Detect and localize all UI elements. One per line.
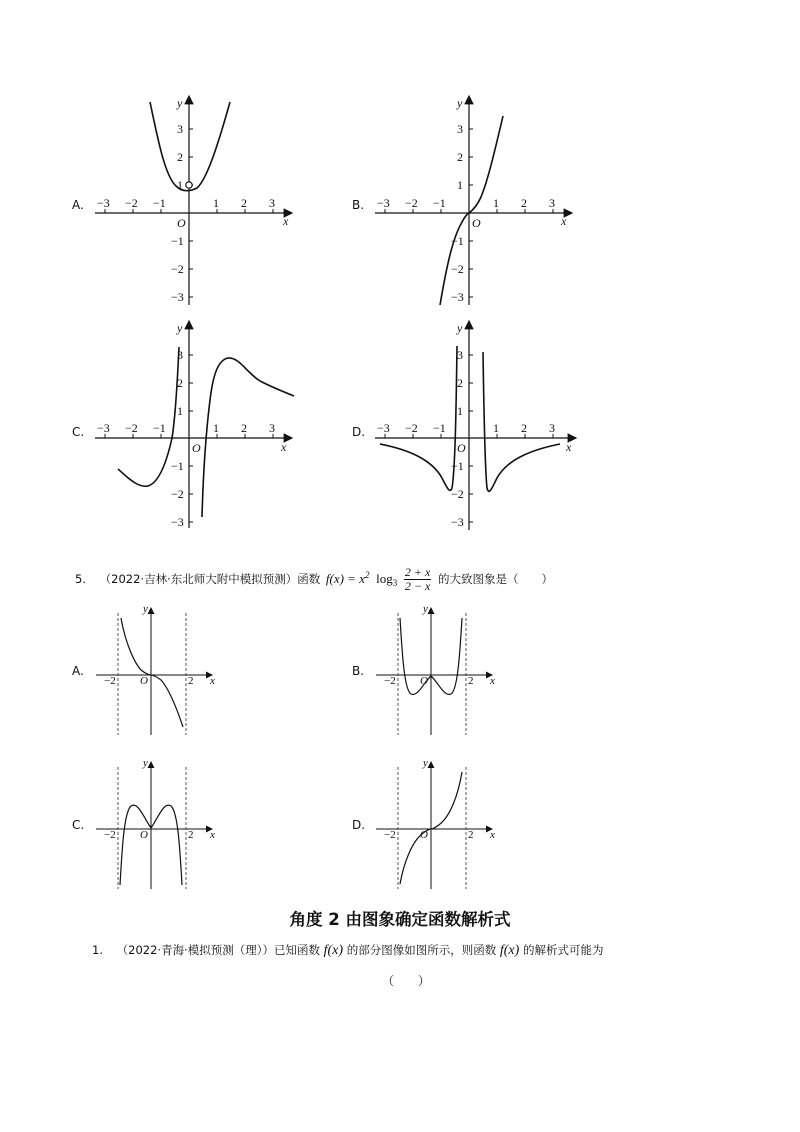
q5-b-xlabel: x [490, 675, 495, 687]
q5-graphs [0, 590, 800, 900]
q5-fraction [404, 566, 431, 593]
q4-c-tick-x5: 2 [241, 421, 247, 435]
q5-b-origin: O [420, 675, 428, 687]
q4-d-tick-x3: −1 [433, 421, 446, 435]
q5-a-pos: 2 [188, 675, 194, 687]
q4-c-curve-left [118, 347, 179, 486]
q4-c-tick-x6: 3 [269, 421, 275, 435]
q4-a-tick-y2: 2 [177, 150, 183, 164]
q5-a-curve [121, 618, 183, 727]
q4-a-open-point [186, 182, 192, 188]
q4-a-tick-x1: −3 [97, 196, 110, 210]
q4-option-b-label: B. [352, 198, 365, 212]
q4-d-tick-x5: 2 [521, 421, 527, 435]
q4-c-tick-y5: −2 [171, 487, 184, 501]
q4-d-tick-x4: 1 [493, 421, 499, 435]
q4-b-tick-x3: −1 [433, 196, 446, 210]
q5-a-ylabel: y [143, 603, 148, 615]
q4-a-tick-x6: 3 [269, 196, 275, 210]
q5-formula-log: log [376, 570, 393, 586]
q4-b-tick-y3: 1 [457, 178, 463, 192]
q5-question [75, 560, 553, 593]
q4-a-xlabel: x [283, 214, 289, 228]
q4-d-xlabel: x [566, 440, 572, 454]
q4-b-tick-x1: −3 [377, 196, 390, 210]
q4-d-tick-y4: −1 [451, 459, 464, 473]
q5-d-neg: −2 [384, 829, 396, 841]
q4-a-tick-y6: −3 [171, 290, 184, 304]
q1-fx-1: f(x) [323, 943, 344, 958]
q4-c-tick-y4: −1 [171, 459, 184, 473]
q4-d-tick-y2: 2 [457, 376, 463, 390]
q1-fx-2: f(x) [499, 943, 520, 958]
q4-option-a-label: A. [72, 198, 84, 212]
q4-b-tick-y5: −2 [451, 262, 464, 276]
q5-b-neg: −2 [384, 675, 396, 687]
q4-d-tick-x2: −2 [405, 421, 418, 435]
q4-a-tick-x4: 1 [213, 196, 219, 210]
q4-d-tick-y6: −3 [451, 515, 464, 529]
q5-d-ylabel: y [423, 757, 428, 769]
q4-c-tick-x1: −3 [97, 421, 110, 435]
q4-a-tick-y1: 3 [177, 122, 183, 136]
q5-d-pos: 2 [468, 829, 474, 841]
q1-number: 1. [92, 943, 103, 957]
q4-b-tick-x2: −2 [405, 196, 418, 210]
q5-c-origin: O [140, 829, 148, 841]
q4-d-tick-y3: 1 [457, 404, 463, 418]
q5-source: （2022·吉林·东北师大附中模拟预测）函数 [99, 571, 321, 586]
q5-formula-base: 3 [392, 578, 398, 589]
q5-number: 5. [75, 571, 86, 586]
q4-b-tick-y2: 2 [457, 150, 463, 164]
q4-c-origin: O [192, 441, 201, 455]
q1-question [92, 937, 603, 963]
q5-d-xlabel: x [490, 829, 495, 841]
q4-b-curve [440, 116, 503, 305]
q5-a-xlabel: x [210, 675, 215, 687]
q5-option-c-label: C. [72, 818, 85, 832]
q4-c-tick-y6: −3 [171, 515, 184, 529]
q4-c-tick-y2: 2 [177, 376, 183, 390]
q5-option-b-label: B. [352, 664, 365, 678]
q4-d-ylabel: y [457, 321, 463, 335]
q4-d-tick-y1: 3 [457, 348, 463, 362]
q4-a-curve [150, 102, 230, 191]
q5-c-pos: 2 [188, 829, 194, 841]
q4-a-tick-y3: 1 [177, 178, 183, 192]
q5-b-ylabel: y [423, 603, 428, 615]
q4-a-tick-x3: −1 [153, 196, 166, 210]
q5-d-origin: O [420, 829, 428, 841]
q4-c-tick-y3: 1 [177, 404, 183, 418]
q4-a-tick-x5: 2 [241, 196, 247, 210]
q4-b-xlabel: x [561, 214, 567, 228]
q4-a-tick-y4: −1 [171, 234, 184, 248]
q5-c-ylabel: y [143, 757, 148, 769]
q4-c-tick-x4: 1 [213, 421, 219, 435]
q4-c-tick-x3: −1 [153, 421, 166, 435]
q1-answer-paren: （ ） [382, 974, 431, 988]
q4-d-tick-y5: −2 [451, 487, 464, 501]
q5-tail: 的大致图象是（ ） [438, 571, 553, 586]
q1-text-a: （2022·青海·模拟预测（理））已知函数 [116, 943, 320, 957]
q1-text-b: 的部分图像如图所示，则函数 [346, 943, 497, 957]
q4-a-tick-y5: −2 [171, 262, 184, 276]
q4-c-xlabel: x [281, 440, 287, 454]
q4-d-origin: O [457, 441, 466, 455]
q4-b-ylabel: y [457, 96, 463, 110]
q4-option-d-label: D. [352, 425, 366, 439]
q4-d-tick-x6: 3 [549, 421, 555, 435]
q5-c-xlabel: x [210, 829, 215, 841]
q4-b-origin: O [472, 216, 481, 230]
q5-frac-num: 2 + x [404, 564, 431, 579]
q5-c-neg: −2 [104, 829, 116, 841]
q4-b-tick-y4: −1 [451, 234, 464, 248]
q4-c-ylabel: y [177, 321, 183, 335]
q1-text-c: 的解析式可能为 [522, 943, 604, 957]
q5-b-pos: 2 [468, 675, 474, 687]
q4-b-tick-y6: −3 [451, 290, 464, 304]
q5-option-a-label: A. [72, 664, 84, 678]
q4-option-c-label: C. [72, 425, 85, 439]
q5-frac-den: 2 − x [404, 578, 431, 593]
q4-a-origin: O [177, 216, 186, 230]
q5-formula-exp: 2 [364, 570, 370, 580]
q4-d-curve-left [380, 346, 457, 490]
q4-b-tick-x4: 1 [493, 196, 499, 210]
q4-graph-a [0, 0, 800, 560]
q4-a-tick-x2: −2 [125, 196, 138, 210]
q4-d-tick-x1: −3 [377, 421, 390, 435]
q4-b-tick-x5: 2 [521, 196, 527, 210]
q5-a-neg: −2 [104, 675, 116, 687]
q4-b-tick-x6: 3 [549, 196, 555, 210]
q4-c-tick-x2: −2 [125, 421, 138, 435]
q5-option-d-label: D. [352, 818, 366, 832]
q4-b-tick-y1: 3 [457, 122, 463, 136]
q5-a-origin: O [140, 675, 148, 687]
q5-formula-lhs: f(x) = x [325, 570, 365, 586]
section-heading: 角度 2 由图象确定函数解析式 [289, 910, 511, 929]
q4-a-ylabel: y [177, 96, 183, 110]
q4-c-tick-y1: 3 [177, 348, 183, 362]
